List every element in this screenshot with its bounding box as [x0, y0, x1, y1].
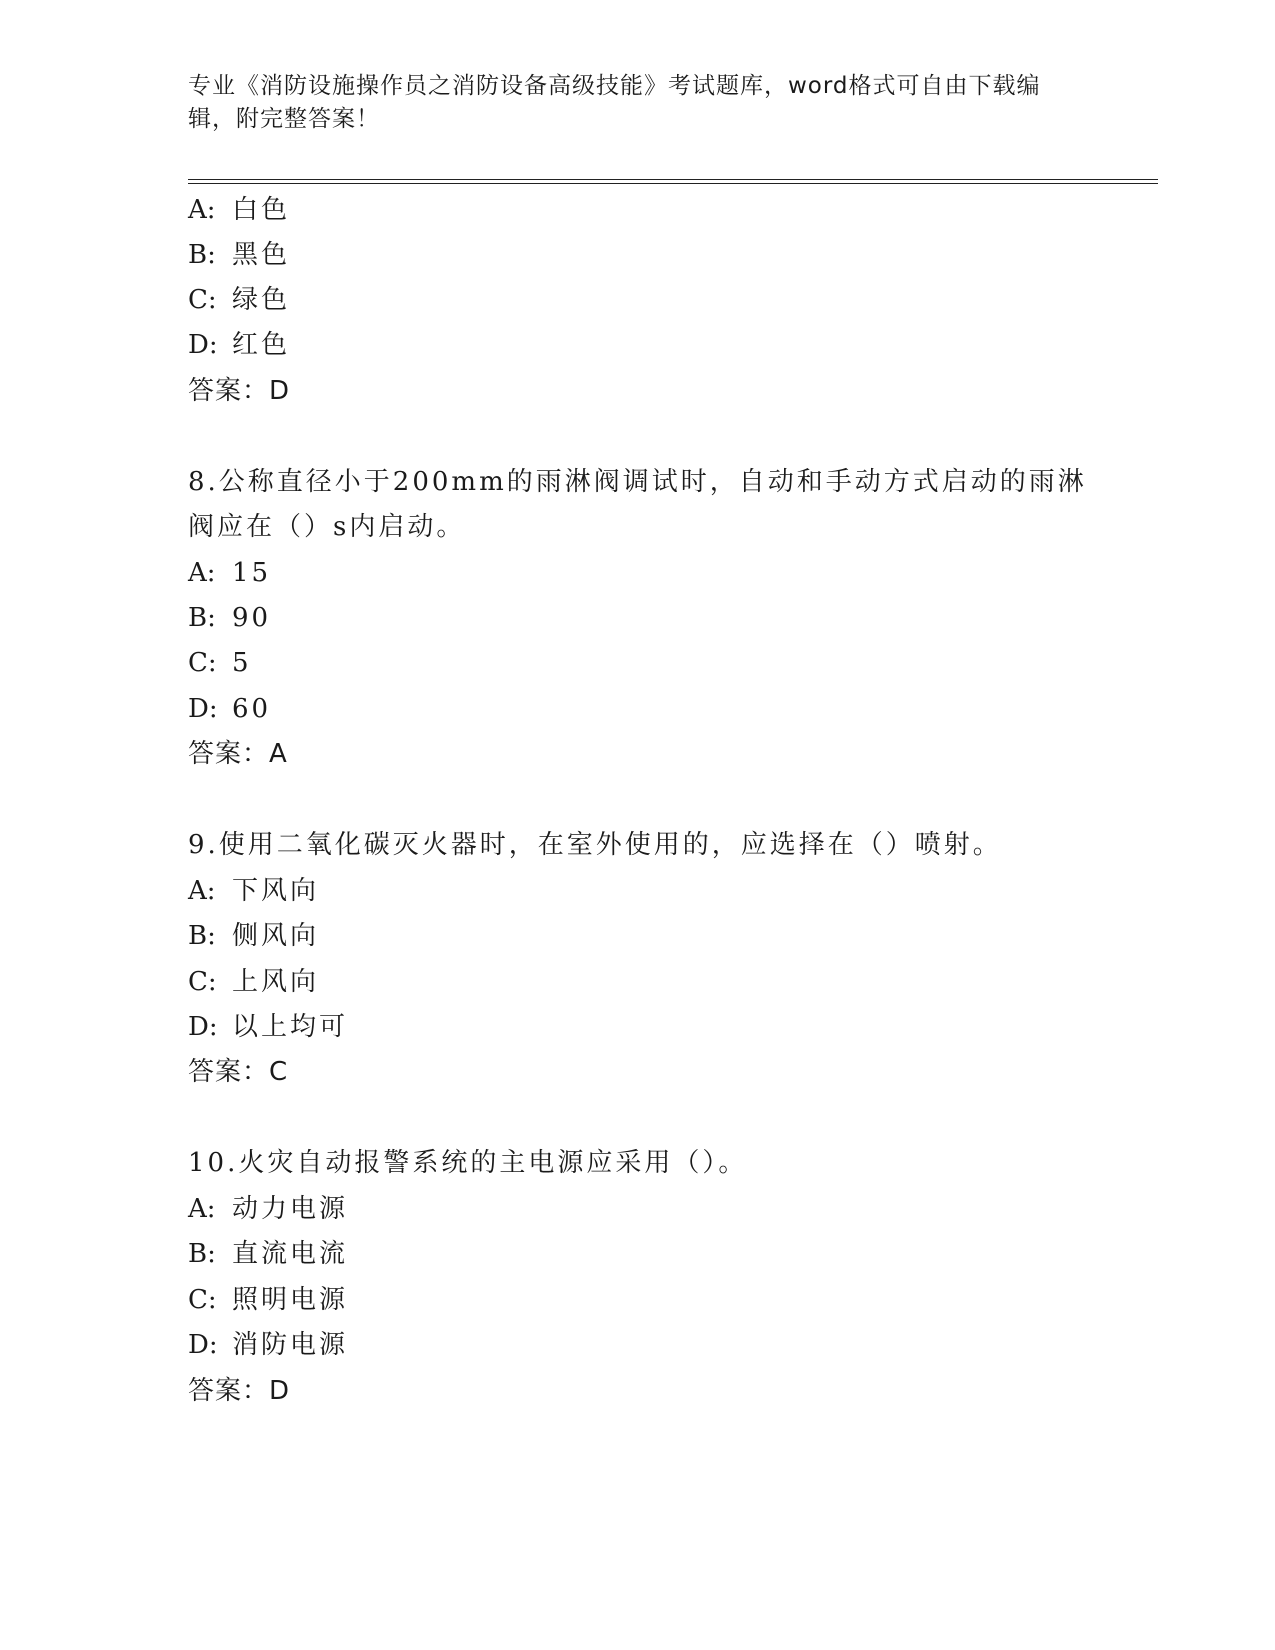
option-text: 以上均可 — [232, 1012, 349, 1042]
option-text: 上风向 — [232, 967, 320, 997]
q9-stem-line-1: 9.使用二氧化碳灭火器时，在室外使用的，应选择在（）喷射。 — [188, 830, 1002, 860]
option-text: 动力电源 — [232, 1194, 349, 1224]
option-letter: C: — [188, 285, 217, 315]
option-text: 红色 — [232, 330, 291, 360]
q7-option-c — [188, 283, 290, 317]
q7-option-a — [188, 193, 290, 227]
option-text: 绿色 — [232, 285, 291, 315]
q8-stem-line-1: 8.公称直径小于200mm的雨淋阀调试时，自动和手动方式启动的雨淋 — [188, 467, 1087, 497]
option-letter: A: — [188, 876, 216, 906]
option-letter: A: — [188, 558, 216, 588]
header-line-2: 辑，附完整答案！ — [188, 106, 380, 132]
option-text: 直流电流 — [232, 1239, 349, 1269]
header-divider-top — [188, 179, 1158, 180]
q10-stem-line-1: 10.火灾自动报警系统的主电源应采用（）。 — [188, 1148, 748, 1178]
option-text: 消防电源 — [232, 1330, 349, 1360]
option-letter: A: — [188, 1194, 216, 1224]
document-header — [188, 70, 1088, 136]
q9-answer: 答案：C — [188, 1057, 289, 1087]
option-text: 侧风向 — [232, 921, 320, 951]
q10-option-a — [188, 1192, 348, 1226]
q9-option-a — [188, 874, 319, 908]
option-letter: D: — [188, 330, 218, 360]
q8-option-d — [188, 692, 271, 726]
q10-answer: 答案：D — [188, 1376, 291, 1406]
option-letter: B: — [188, 240, 216, 270]
q10-option-b — [188, 1237, 348, 1271]
option-letter: B: — [188, 1239, 216, 1269]
q8-stem-line-2: 阀应在（）s内启动。 — [188, 512, 466, 542]
q9-option-d — [188, 1010, 348, 1044]
option-letter: B: — [188, 921, 216, 951]
q9-option-b — [188, 919, 319, 953]
option-letter: A: — [188, 195, 216, 225]
option-text: 黑色 — [232, 240, 291, 270]
q10-option-d — [188, 1328, 348, 1362]
q8-answer: 答案：A — [188, 739, 288, 769]
option-text: 90 — [232, 603, 272, 633]
header-line-1: 专业《消防设施操作员之消防设备高级技能》考试题库，word格式可自由下载编 — [188, 73, 1041, 99]
q8-option-c — [188, 646, 252, 680]
option-letter: B: — [188, 603, 216, 633]
q9-option-c — [188, 965, 319, 999]
option-letter: C: — [188, 1285, 217, 1315]
option-text: 15 — [232, 558, 272, 588]
option-letter: D: — [188, 1012, 218, 1042]
q10-option-c — [188, 1283, 348, 1317]
option-text: 5 — [232, 648, 252, 678]
option-letter: C: — [188, 967, 217, 997]
q7-answer: 答案：D — [188, 376, 291, 406]
q7-option-b — [188, 238, 290, 272]
header-divider-bottom — [188, 183, 1158, 184]
option-letter: D: — [188, 1330, 218, 1360]
q7-option-d — [188, 328, 290, 362]
option-text: 60 — [232, 694, 272, 724]
q8-option-b — [188, 601, 271, 635]
option-letter: D: — [188, 694, 218, 724]
option-text: 白色 — [232, 195, 291, 225]
q8-option-a — [188, 556, 271, 590]
option-text: 下风向 — [232, 876, 320, 906]
option-text: 照明电源 — [232, 1285, 349, 1315]
option-letter: C: — [188, 648, 217, 678]
